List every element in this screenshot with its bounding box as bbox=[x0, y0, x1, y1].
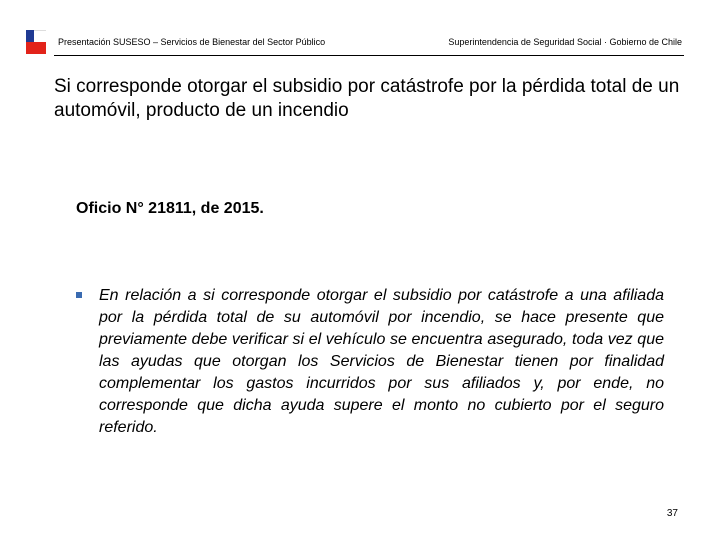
logo-red-block bbox=[26, 42, 46, 54]
bullet-list bbox=[76, 285, 664, 439]
header-organization: Superintendencia de Seguridad Social · Gobierno de Chile bbox=[448, 37, 682, 47]
oficio-reference: Oficio N° 21811, de 2015. bbox=[76, 200, 264, 217]
header-divider bbox=[54, 55, 684, 56]
logo-blue-block bbox=[26, 30, 34, 42]
slide-title: Si corresponde otorgar el subsidio por catástrofe por la pérdida total de un automóvil, producto de un incendio bbox=[54, 76, 680, 121]
bullet-item bbox=[76, 285, 664, 439]
header-presentation-title: Presentación SUSESO – Servicios de Bienestar del Sector Público bbox=[58, 37, 326, 47]
gobierno-logo bbox=[26, 30, 46, 54]
logo-white-block bbox=[34, 30, 46, 42]
square-bullet-icon bbox=[76, 292, 82, 298]
bullet-text: En relación a si corresponde otorgar el subsidio por catástrofe a una afiliada por la pérdida total de su automóvil por incendio, se hace presente que previamente debe verificar si el vehículo se encuentra asegurado, toda vez que las ayudas que otorgan los Servicios de Bienestar tienen por finalidad complementar los gastos incurridos por sus afiliados y, por ende, no corresponde que dicha ayuda supere el monto no cubierto por el seguro referido. bbox=[99, 287, 664, 436]
page-number: 37 bbox=[666, 508, 678, 519]
